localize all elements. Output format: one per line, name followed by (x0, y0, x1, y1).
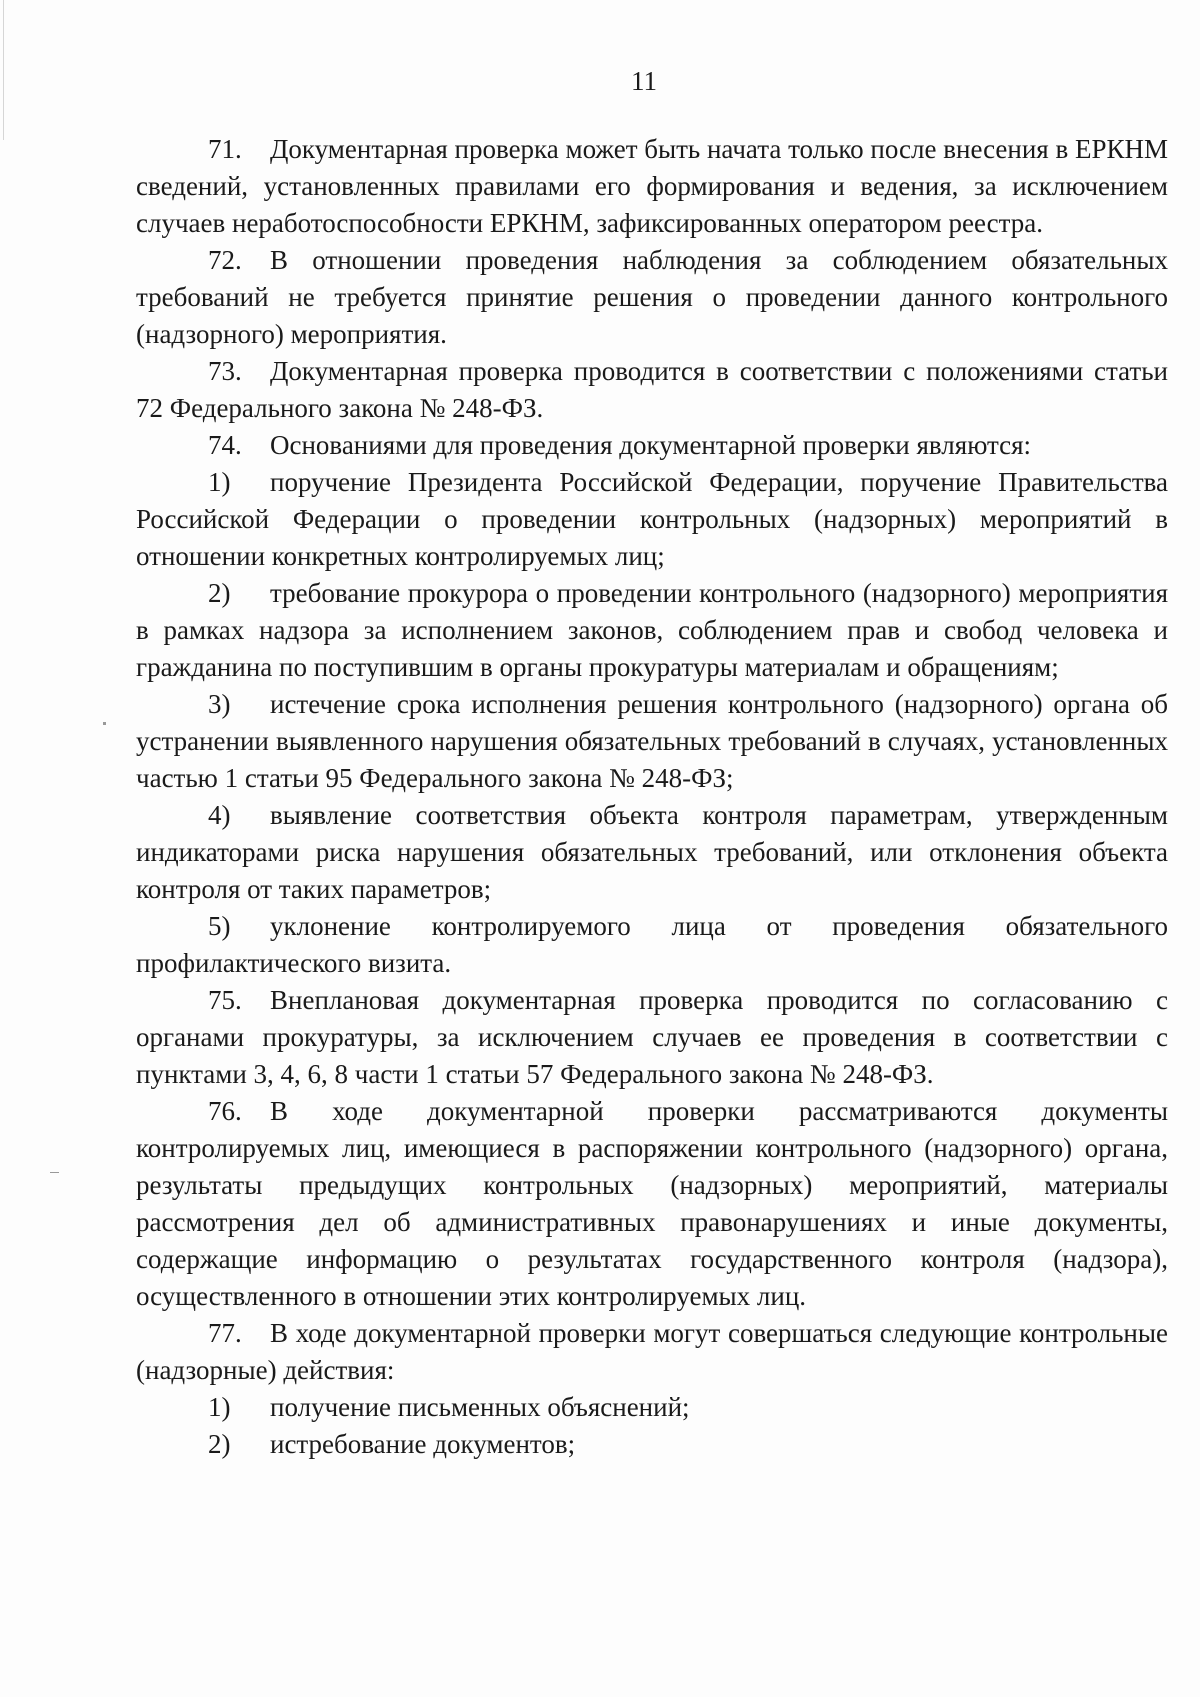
document-body (136, 131, 1168, 1463)
list-item-number: 2) (208, 578, 231, 608)
list-item-74-3 (136, 686, 1168, 797)
list-item-74-1 (136, 464, 1168, 575)
paragraph-text: В отношении проведения наблюдения за соблюдением обязательных требований не требуется принятие решения о проведении данного контрольного (надзорного) мероприятия. (136, 245, 1168, 349)
paragraph-number: 72. (208, 245, 242, 275)
list-item-number: 1) (208, 467, 231, 497)
list-item-77-1 (136, 1389, 1168, 1426)
list-item-74-2 (136, 575, 1168, 686)
list-item-number: 3) (208, 689, 231, 719)
list-item-77-2 (136, 1426, 1168, 1463)
paragraph-text: В ходе документарной проверки рассматриваются документы контролируемых лиц, имеющиеся в распоряжении контрольного (надзорного) органа, результаты предыдущих контрольных (надзорных) мероприятий, материалы рассмотрения дел об административных правонарушениях и иные документы, содержащие информацию о результатах государственного контроля (надзора), осуществленного в отношении этих контролируемых лиц. (136, 1096, 1168, 1311)
list-item-number: 4) (208, 800, 231, 830)
scan-speck (103, 722, 106, 725)
paragraph-75 (136, 982, 1168, 1093)
paragraph-number: 74. (208, 430, 242, 460)
paragraph-number: 76. (208, 1096, 242, 1126)
paragraph-number: 73. (208, 356, 242, 386)
paragraph-76 (136, 1093, 1168, 1315)
paragraph-text: Документарная проверка проводится в соответствии с положениями статьи 72 Федерального закона № 248-ФЗ. (136, 356, 1168, 423)
paragraph-text: Документарная проверка может быть начата только после внесения в ЕРКНМ сведений, установленных правилами его формирования и ведения, за исключением случаев неработоспособности ЕРКНМ, зафиксированных оператором реестра. (136, 134, 1168, 238)
page-number: 11 (631, 66, 657, 96)
list-item-number: 1) (208, 1392, 231, 1422)
list-item-text: поручение Президента Российской Федерации, поручение Правительства Российской Федерации о проведении контрольных (надзорных) мероприятий в отношении конкретных контролируемых лиц; (136, 467, 1168, 571)
paragraph-73 (136, 353, 1168, 427)
scan-edge-line (3, 0, 4, 140)
paragraph-71 (136, 131, 1168, 242)
paragraph-number: 75. (208, 985, 242, 1015)
paragraph-72 (136, 242, 1168, 353)
paragraph-text: Внеплановая документарная проверка проводится по согласованию с органами прокуратуры, за исключением случаев ее проведения в соответствии с пунктами 3, 4, 6, 8 части 1 статьи 57 Федерального закона № 248-ФЗ. (136, 985, 1168, 1089)
list-item-text: получение письменных объяснений; (270, 1392, 690, 1422)
list-item-text: истребование документов; (270, 1429, 576, 1459)
list-item-number: 2) (208, 1429, 231, 1459)
list-item-text: истечение срока исполнения решения контрольного (надзорного) органа об устранении выявленного нарушения обязательных требований в случаях, установленных частью 1 статьи 95 Федерального закона № 248-ФЗ; (136, 689, 1168, 793)
paragraph-text: Основаниями для проведения документарной проверки являются: (270, 430, 1032, 460)
list-item-74-4 (136, 797, 1168, 908)
list-item-text: уклонение контролируемого лица от проведения обязательного профилактического визита. (136, 911, 1168, 978)
paragraph-74 (136, 427, 1168, 464)
list-item-number: 5) (208, 911, 231, 941)
paragraph-number: 71. (208, 134, 242, 164)
list-item-text: выявление соответствия объекта контроля параметрам, утвержденным индикаторами риска нарушения обязательных требований, или отклонения объекта контроля от таких параметров; (136, 800, 1168, 904)
paragraph-77 (136, 1315, 1168, 1389)
list-item-74-5 (136, 908, 1168, 982)
paragraph-text: В ходе документарной проверки могут совершаться следующие контрольные (надзорные) действия: (136, 1318, 1168, 1385)
paragraph-number: 77. (208, 1318, 242, 1348)
scan-dash (50, 1172, 59, 1173)
list-item-text: требование прокурора о проведении контрольного (надзорного) мероприятия в рамках надзора за исполнением законов, соблюдением прав и свобод человека и гражданина по поступившим в органы прокуратуры материалам и обращениям; (136, 578, 1168, 682)
